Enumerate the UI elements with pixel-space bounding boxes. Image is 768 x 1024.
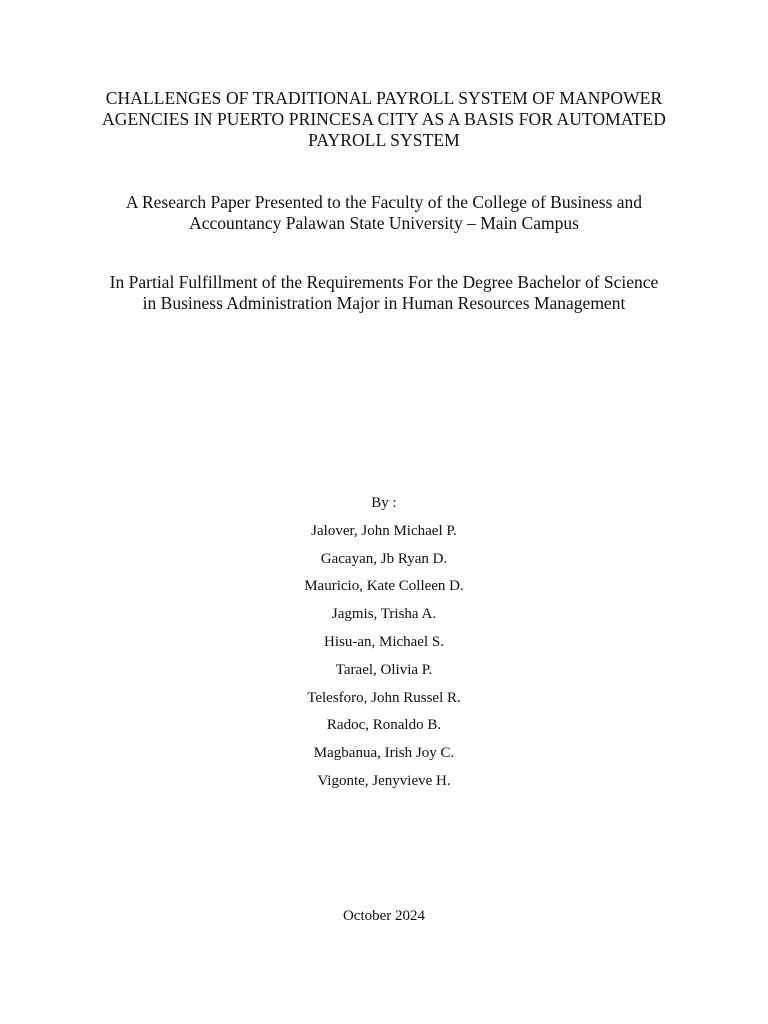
author-name: Tarael, Olivia P. <box>335 661 433 678</box>
fulfillment-statement <box>0 272 768 313</box>
paper-title <box>0 88 768 151</box>
title-line: AGENCIES IN PUERTO PRINCESA CITY AS A BASIS FOR AUTOMATED <box>102 109 666 129</box>
presentation-statement <box>0 192 768 233</box>
author-name: Mauricio, Kate Colleen D. <box>304 578 464 595</box>
author-name: Hisu-an, Michael S. <box>324 633 444 650</box>
fulfillment-line: In Partial Fulfillment of the Requirements For the Degree Bachelor of Science <box>109 272 659 292</box>
author-name: Jalover, John Michael P. <box>311 522 457 539</box>
fulfillment-line: in Business Administration Major in Human Resources Management <box>142 292 626 313</box>
submission-date: October 2024 <box>342 908 426 924</box>
author-name: Gacayan, Jb Ryan D. <box>320 550 448 567</box>
author-name: Magbanua, Irish Joy C. <box>313 745 455 762</box>
by-label: By : <box>371 495 397 511</box>
author-name: Telesforo, John Russel R. <box>307 689 461 706</box>
presentation-line: A Research Paper Presented to the Faculty of the College of Business and <box>125 192 643 212</box>
author-name: Jagmis, Trisha A. <box>331 606 437 623</box>
title-line: PAYROLL SYSTEM <box>308 130 460 150</box>
title-line: CHALLENGES OF TRADITIONAL PAYROLL SYSTEM OF MANPOWER <box>105 88 663 108</box>
author-list <box>0 490 768 796</box>
author-name: Vigonte, Jenyvieve H. <box>317 772 451 789</box>
author-name: Radoc, Ronaldo B. <box>326 717 442 734</box>
presentation-line: Accountancy Palawan State University – Main Campus <box>189 212 579 233</box>
